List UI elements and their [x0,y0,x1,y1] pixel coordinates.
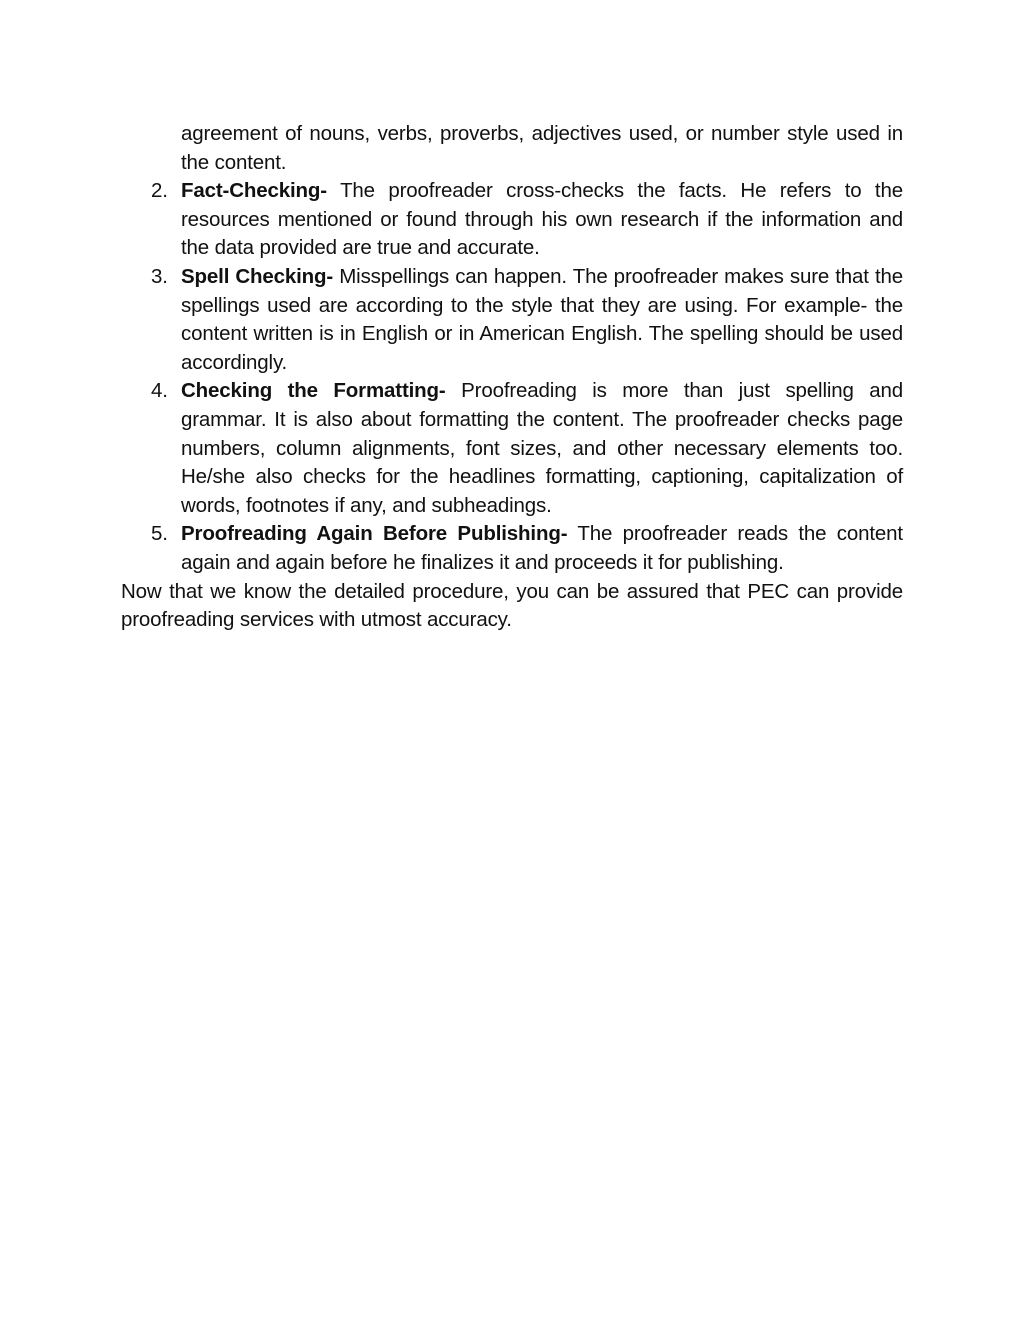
list-item-term: Spell Checking- [181,264,334,288]
list-item [121,177,903,263]
closing-paragraph: Now that we know the detailed procedure, you can be assured that PEC can provide proofreading services with utmost accuracy. [121,579,903,632]
list-item [121,377,903,520]
procedure-list [121,177,903,577]
document-page [121,120,903,635]
list-item-number: 2. [151,179,168,203]
list-item-text: Misspellings can happen. The proofreader makes sure that the spellings used are according to the style that they are using. For example- the content written is in English or in American English. The spelling should be used accordingly. [181,264,904,374]
list-item-term: Fact-Checking- [181,179,327,203]
list-item-number: 4. [151,379,168,403]
list-item-text: Proofreading is more than just spelling and grammar. It is also about formatting the content. The proofreader checks page numbers, column alignments, font sizes, and other necessary elements too. He/she also checks for the headlines formatting, captioning, capitalization of words, footnotes if any, and subheadings. [181,379,904,517]
continued-list-text: agreement of nouns, verbs, proverbs, adjectives used, or number style used in the content. [181,122,903,174]
list-item-text: The proofreader cross-checks the facts. He refers to the resources mentioned or found through his own research if the information and the data provided are true and accurate. [181,179,903,260]
list-item-text: The proofreader reads the content again and again before he finalizes it and proceeds it for publishing. [181,522,903,574]
list-item [121,520,903,577]
list-item [121,263,903,377]
list-item-number: 5. [151,522,168,546]
list-item-number: 3. [151,264,168,288]
list-item-term: Proofreading Again Before Publishing- [181,522,568,546]
list-item-term: Checking the Formatting- [181,379,446,403]
